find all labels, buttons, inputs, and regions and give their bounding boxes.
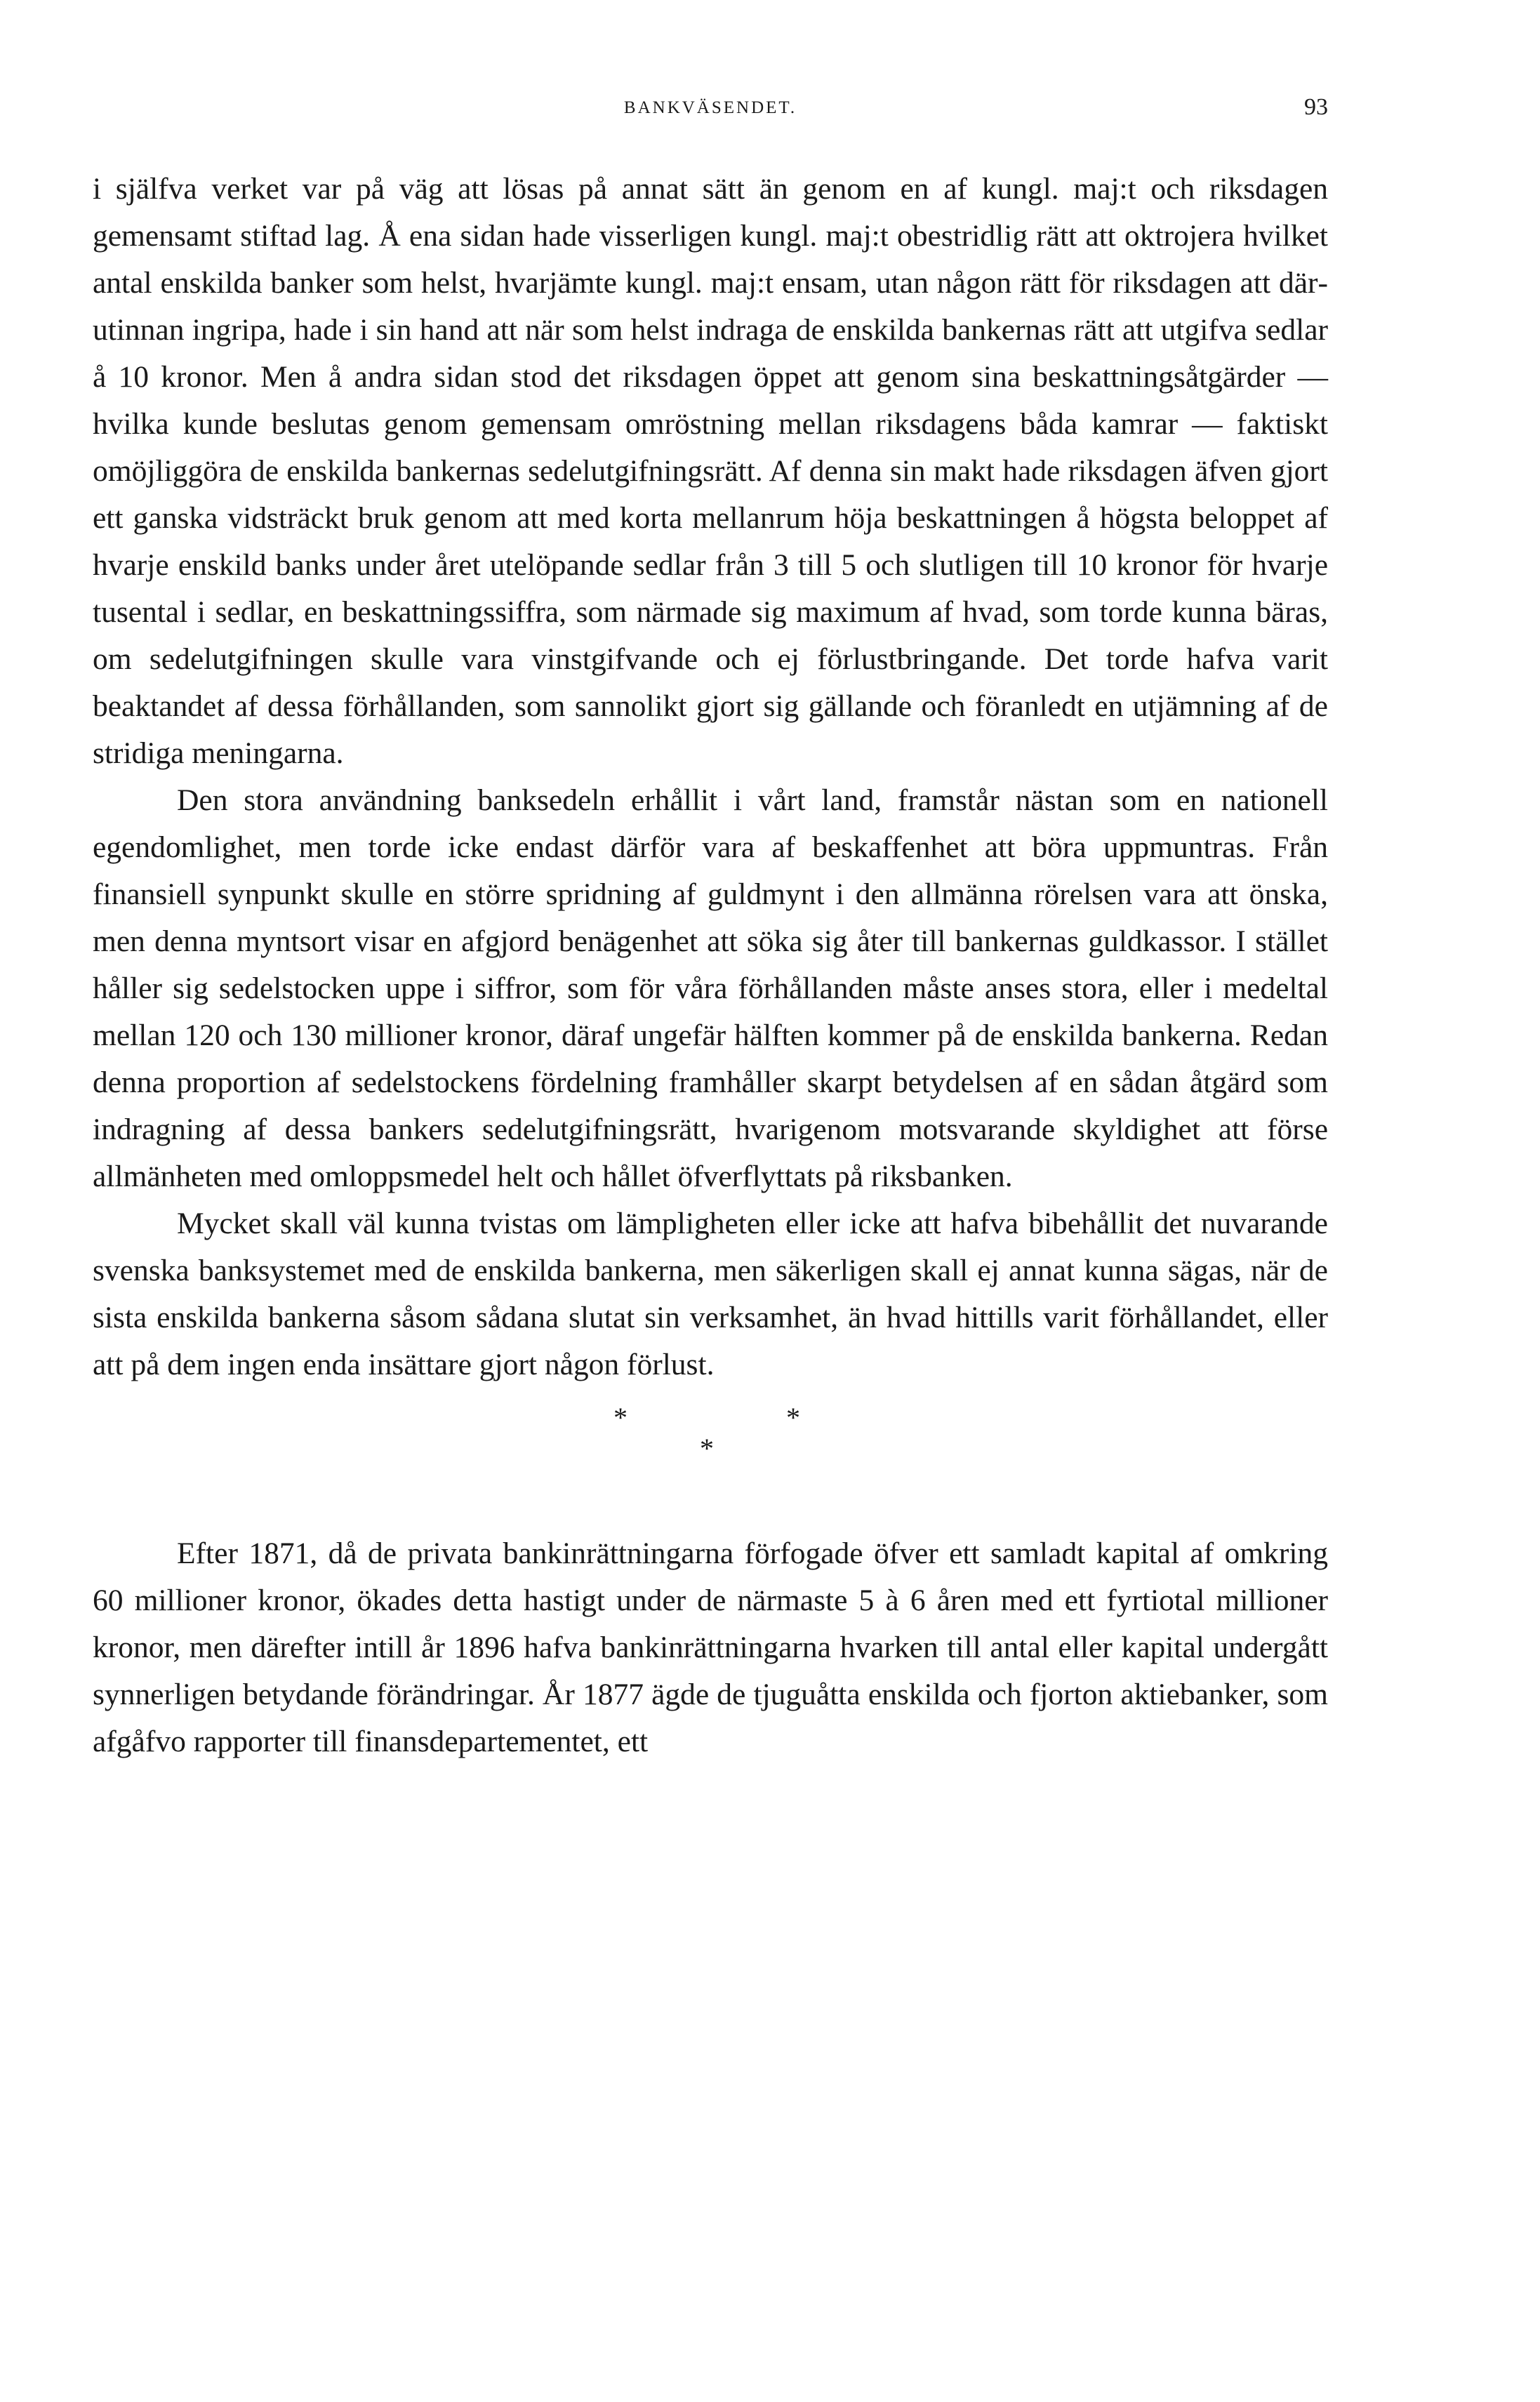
asterisk-right: *	[786, 1402, 800, 1433]
paragraph-after-1871: Efter 1871, då de privata bankinrättningarna förfogade öfver ett samladt kapital af omkring 60 millioner kronor, ökades detta hastigt under de närmaste 5 à 6 åren med ett fyrtiotal millioner kronor, men därefter intill år 1896 hafva bankinrättningarna hvarken till antal eller kapital undergått synnerligen betydande förändringar. År 1877 ägde de tjuguåtta enskilda och fjorton aktiebanker, som afgåfvo rapporter till finansdepartementet, ett	[93, 1537, 1328, 1758]
paragraph-banking-system: Mycket skall väl kunna tvistas om lämpligheten eller icke att hafva bibehållit det nuvarande svenska banksystemet med de enskilda bankerna, men säkerligen skall ej annat kunna sägas, när de sista enskilda bankerna såsom sådana slutat sin verksamhet, än hvad hittills varit förhållandet, eller att på dem ingen enda insättare gjort någon förlust.	[93, 1207, 1328, 1381]
page-number: 93	[1304, 94, 1328, 120]
running-title: BANKVÄSENDET.	[623, 98, 797, 117]
asterisk-center: *	[700, 1433, 714, 1464]
body-text	[93, 166, 1328, 1765]
running-head	[93, 94, 1328, 126]
paragraph-continued: i själfva verket var på väg att lösas på annat sätt än genom en af kungl. maj:t och riksdagen gemensamt stiftad lag. Å ena sidan hade visserligen kungl. maj:t obestridlig rätt att oktrojera hvilket antal enskilda banker som helst, hvarjämte kungl. maj:t ensam, utan någon rätt för riksdagen att därutinnan ingripa, hade i sin hand att när som helst indraga de enskilda bankernas rätt att utgifva sedlar å 10 kronor. Men å andra sidan stod det riksdagen öppet att genom sina beskattningsåtgärder — hvilka kunde beslutas genom gemensam omröstning mellan riksdagens båda kamrar — faktiskt omöjliggöra de enskilda bankernas sedelutgifningsrätt. Af denna sin makt hade riksdagen äfven gjort ett ganska vidsträckt bruk genom att med korta mellanrum höja beskattningen å högsta beloppet af hvarje enskild banks under året utelöpande sedlar från 3 till 5 och slutligen till 10 kronor för hvarje tusental i sedlar, en beskattningssiffra, som närmade sig maximum af hvad, som torde kunna bäras, om sedelutgifningen skulle vara vinstgifvande och ej förlustbringande. Det torde hafva varit beaktandet af dessa förhållanden, som sannolikt gjort sig gällande och föranledt en utjämning af de stridiga meningarna.	[93, 172, 1328, 770]
asterisk-left: *	[613, 1402, 628, 1433]
section-break-asterism	[93, 1388, 1328, 1530]
paragraph-banknote-usage: Den stora användning banksedeln erhållit i vårt land, framstår nästan som en nationell egendomlighet, men torde icke endast därför vara af beskaffenhet att böra uppmuntras. Från finansiell synpunkt skulle en större spridning af guldmynt i den allmänna rörelsen vara att önska, men denna myntsort visar en afgjord benägenhet att söka sig åter till bankernas guldkassor. I stället håller sig sedelstocken uppe i siffror, som för våra förhållanden måste anses stora, eller i medeltal mellan 120 och 130 millioner kronor, däraf ungefär hälften kommer på de enskilda bankerna. Redan denna proportion af sedelstockens fördelning framhåller skarpt betydelsen af en sådan åtgärd som indragning af dessa bankers sedelutgifningsrätt, hvarigenom motsvarande skyldighet att förse allmänheten med omloppsmedel helt och hållet öfverflyttats på riksbanken.	[93, 783, 1328, 1193]
